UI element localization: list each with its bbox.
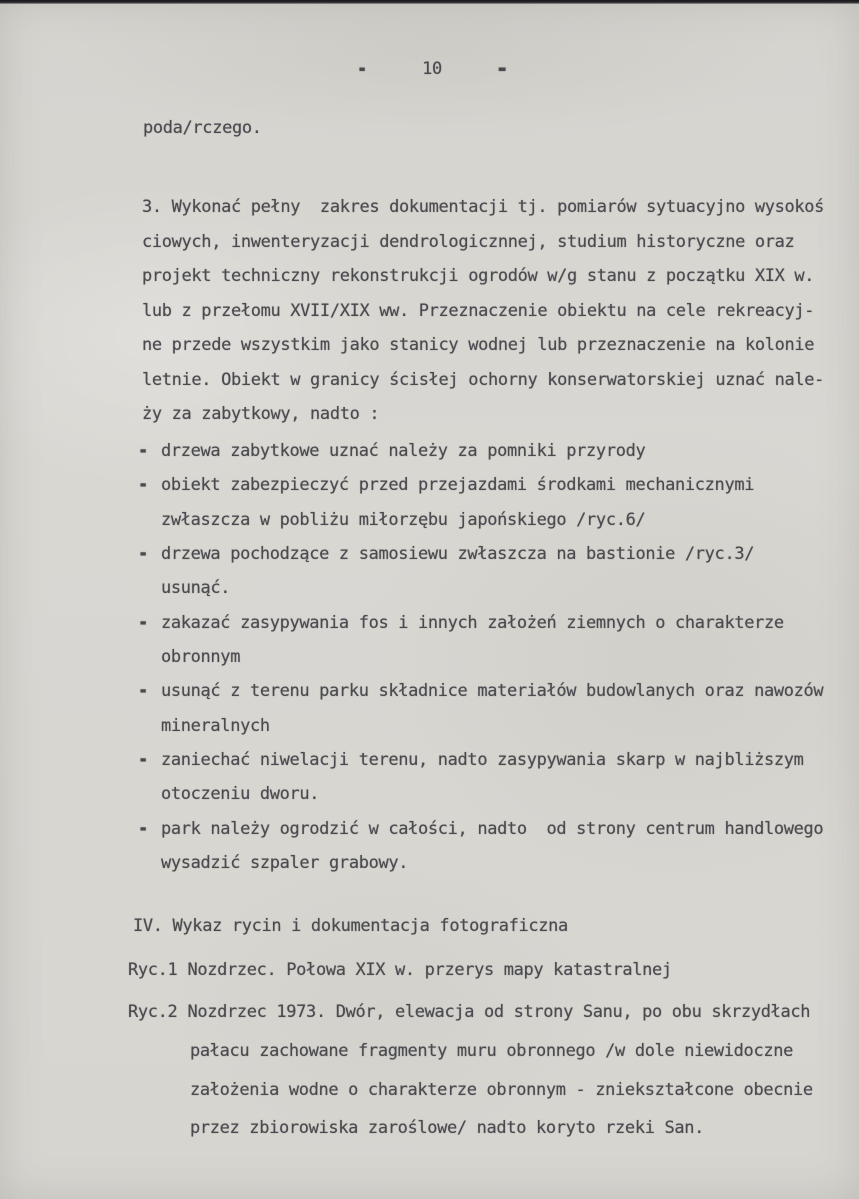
bullet-line: obronnym (161, 647, 241, 668)
bullet-line: drzewa pochodzące z samosiewu zwłaszcza na bastionie /ryc.3/ (161, 544, 755, 565)
bullet-dash: - (138, 438, 148, 464)
paragraph-line: ciowych, inwenteryzacji dendrologicznnej, studium historyczne oraz (142, 231, 795, 252)
figure-entry-ryc1 (128, 960, 672, 980)
bullet-dash: - (138, 815, 148, 842)
paragraph-line: 3. Wykonać pełny zakres dokumentacji tj. pomiarów sytuacyjno wysokoś (142, 197, 825, 217)
bullet-line: zaniechać niwelacji terenu, nadto zasypywania skarp w najbliższym (161, 750, 804, 771)
figure-entry-ryc2 (128, 1002, 813, 1157)
list-item (138, 609, 859, 682)
bullet-line: zakazać zasypywania fos i innych założeń ziemnych o charakterze (161, 612, 784, 633)
paragraph-line: ne przede wszystkim jako stanicy wodnej lub przeznaczenie na kolonie (142, 335, 815, 355)
figure-caption-line: pałacu zachowane fragmenty muru obronnego /w dole niewidoczne (190, 1040, 793, 1061)
bullet-line: obiekt zabezpieczyć przed przejazdami środkami mechanicznymi (161, 475, 755, 496)
bullet-line: drzewa zabytkowe uznać należy za pomniki przyrody (161, 441, 646, 461)
bullet-dash: - (138, 541, 148, 568)
bullet-dash: - (138, 678, 148, 705)
paragraph-line: lub z przełomu XVII/XIX ww. Przeznaczenie obiektu na cele rekreacyj- (142, 300, 815, 321)
paragraph-line: letnie. Obiekt w granicy ścisłej ochorny konserwatorskiej uznać nale- (142, 369, 825, 390)
section-3-bullet-list (138, 438, 859, 887)
header-left-dash: - (357, 55, 368, 83)
bullet-line: wysadzić szpaler grabowy. (161, 853, 409, 874)
bullet-dash: - (138, 747, 148, 774)
page-number: 10 (422, 59, 442, 79)
list-item (138, 747, 859, 819)
paragraph-line: projekt techniczny rekonstrukcji ogrodów w/g stanu z początku XIX w. (142, 266, 815, 286)
list-item (138, 472, 859, 544)
bullet-line: otoczeniu dworu. (161, 784, 320, 805)
figure-caption-line: przez zbiorowiska zaroślowe/ nadto koryto rzeki San. (190, 1118, 705, 1139)
list-item (138, 678, 859, 750)
bullet-line: usunąć. (161, 578, 231, 599)
figure-caption-line: Nozdrzec. Połowa XIX w. przerys mapy katastralnej (187, 960, 672, 980)
section-3-paragraph (142, 197, 824, 439)
header-right-dash: - (495, 55, 509, 83)
paragraph-line: ży za zabytkowy, nadto : (142, 404, 380, 424)
figure-label: Ryc.2 (128, 1002, 178, 1022)
figure-caption-line: założenia wodne o charakterze obronnym - zniekształcone obecnie (190, 1079, 813, 1100)
figure-label: Ryc.1 (128, 960, 178, 980)
bullet-dash: - (138, 609, 148, 636)
bullet-line: zwłaszcza w pobliżu miłorzębu japońskiego /ryc.6/ (161, 509, 646, 530)
list-item (138, 541, 859, 613)
bullet-dash: - (138, 472, 148, 499)
list-item (138, 438, 859, 475)
figure-caption-line: Nozdrzec 1973. Dwór, elewacja od strony Sanu, po obu skrzydłach (187, 1002, 811, 1022)
carryover-line: poda/rczego. (143, 118, 262, 138)
bullet-line: usunąć z terenu parku składnice materiałów budowlanych oraz nawozów (161, 681, 824, 702)
list-item (138, 815, 859, 888)
bullet-line: park należy ogrodzić w całości, nadto od strony centrum handlowego (161, 818, 824, 839)
section-4-heading: IV. Wykaz rycin i dokumentacja fotograficzna (133, 916, 568, 936)
bullet-line: mineralnych (161, 715, 270, 736)
page-header (357, 55, 509, 83)
